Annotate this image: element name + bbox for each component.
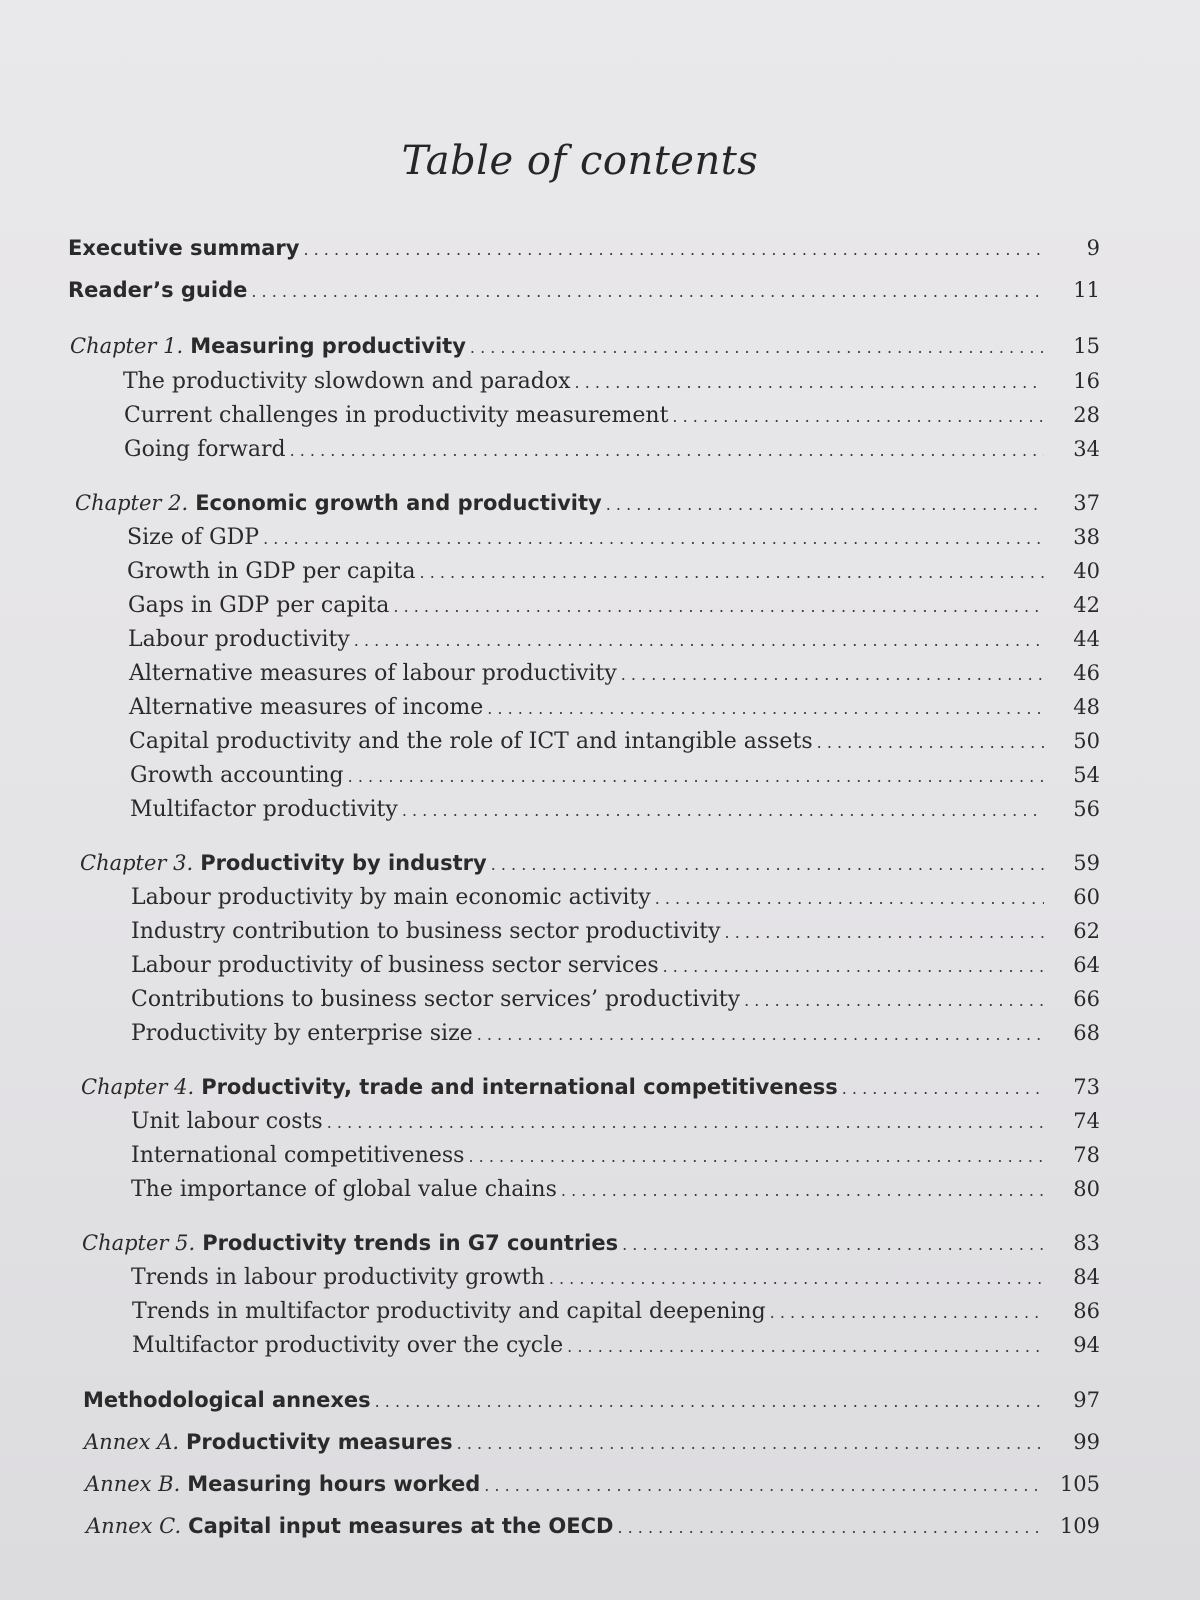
section-label: Growth accounting: [130, 763, 344, 788]
section-label: Capital productivity and the role of ICT and intangible assets: [129, 729, 813, 754]
section-label: The productivity slowdown and paradox: [123, 369, 571, 394]
page-number: 78: [1073, 1143, 1100, 1167]
chapter-title: Economic growth and productivity: [195, 491, 602, 515]
toc-section[interactable]: [127, 520, 1100, 554]
toc-section[interactable]: [131, 1104, 1100, 1138]
section-label: International competitiveness: [131, 1143, 465, 1168]
section-label: Labour productivity by main economic activity: [131, 885, 651, 910]
chapter-title: Measuring productivity: [190, 334, 466, 358]
dot-leader: [561, 1174, 1044, 1208]
dot-leader: [290, 434, 1044, 468]
page-number: 9: [1086, 236, 1100, 260]
section-label: Trends in labour productivity growth: [131, 1265, 545, 1290]
page-number: 11: [1073, 278, 1100, 302]
page-number: 80: [1073, 1177, 1100, 1201]
toc-section[interactable]: [129, 656, 1100, 690]
section-label: Alternative measures of income: [129, 695, 484, 720]
dot-leader: [263, 522, 1044, 556]
annex-prefix: Annex C.: [86, 1514, 182, 1538]
dot-leader: [375, 1385, 1044, 1419]
dot-leader: [487, 692, 1044, 726]
toc-section[interactable]: [131, 1016, 1100, 1050]
toc-chapter-5[interactable]: [82, 1226, 1100, 1260]
dot-leader: [484, 1469, 1044, 1503]
page-number: 97: [1073, 1388, 1100, 1412]
section-label: Productivity by enterprise size: [131, 1021, 473, 1046]
page-number: 34: [1073, 437, 1100, 461]
dot-leader: [251, 275, 1044, 309]
toc-chapter-2[interactable]: [75, 486, 1100, 520]
dot-leader: [303, 233, 1044, 267]
page-number: 84: [1073, 1265, 1100, 1289]
chapter-prefix: Chapter 1.: [70, 334, 184, 358]
dot-leader: [606, 488, 1044, 522]
dot-leader: [817, 726, 1044, 760]
page-number: 73: [1073, 1075, 1100, 1099]
section-label: Alternative measures of labour productivity: [129, 661, 617, 686]
toc-section[interactable]: [131, 1138, 1100, 1172]
chapter-prefix: Chapter 3.: [80, 851, 194, 875]
dot-leader: [470, 331, 1044, 365]
section-label: The importance of global value chains: [131, 1177, 557, 1202]
section-label: Trends in multifactor productivity and capital deepening: [132, 1299, 766, 1324]
page-number: 28: [1073, 403, 1100, 427]
dot-leader: [617, 1511, 1044, 1545]
dot-leader: [567, 1330, 1044, 1364]
section-label: Gaps in GDP per capita: [128, 593, 390, 618]
toc-section[interactable]: [131, 914, 1100, 948]
dot-leader: [468, 1140, 1044, 1174]
toc-entry-label: Reader’s guide: [68, 278, 248, 302]
toc-section[interactable]: [127, 554, 1100, 588]
page-number: 59: [1073, 851, 1100, 875]
annex-title: Capital input measures at the OECD: [188, 1514, 614, 1538]
page-number: 105: [1059, 1472, 1100, 1496]
dot-leader: [549, 1262, 1044, 1296]
page-number: 40: [1073, 559, 1100, 583]
dot-leader: [457, 1427, 1044, 1461]
dot-leader: [575, 366, 1044, 400]
dot-leader: [393, 590, 1044, 624]
toc-entry-label: Executive summary: [68, 236, 300, 260]
toc-section[interactable]: [128, 588, 1100, 622]
section-label: Multifactor productivity over the cycle: [132, 1333, 564, 1358]
toc-entry-methodological-annexes[interactable]: [83, 1383, 1100, 1417]
page-number: 68: [1073, 1021, 1100, 1045]
dot-leader: [402, 794, 1044, 828]
page-number: 44: [1073, 627, 1100, 651]
dot-leader: [491, 848, 1044, 882]
dot-leader: [770, 1296, 1044, 1330]
page-number: 46: [1073, 661, 1100, 685]
toc-section[interactable]: [131, 948, 1100, 982]
toc-entry-readers-guide[interactable]: [68, 273, 1100, 307]
page-number: 16: [1073, 369, 1100, 393]
chapter-title: Productivity, trade and international competitiveness: [201, 1075, 838, 1099]
dot-leader: [477, 1018, 1044, 1052]
page-number: 66: [1073, 987, 1100, 1011]
annex-prefix: Annex A.: [84, 1430, 180, 1454]
toc-annex-c[interactable]: [86, 1509, 1100, 1543]
dot-leader: [348, 760, 1044, 794]
annex-title: Measuring hours worked: [187, 1472, 481, 1496]
dot-leader: [672, 400, 1044, 434]
toc-entry-executive-summary[interactable]: [68, 231, 1100, 265]
toc-section[interactable]: [129, 690, 1100, 724]
toc-chapter-4[interactable]: [81, 1070, 1100, 1104]
section-label: Going forward: [124, 437, 286, 462]
page-number: 56: [1073, 797, 1100, 821]
page-number: 64: [1073, 953, 1100, 977]
toc-section[interactable]: [131, 1172, 1100, 1206]
dot-leader: [725, 916, 1044, 950]
page-number: 74: [1073, 1109, 1100, 1133]
page-number: 83: [1073, 1231, 1100, 1255]
toc-chapter-3[interactable]: [80, 846, 1100, 880]
toc-section[interactable]: [131, 982, 1100, 1016]
chapter-title: Productivity by industry: [200, 851, 487, 875]
page-number: 50: [1073, 729, 1100, 753]
page-title: Table of contents: [401, 138, 759, 184]
annex-prefix: Annex B.: [85, 1472, 181, 1496]
toc-annex-b[interactable]: [85, 1467, 1100, 1501]
dot-leader: [420, 556, 1044, 590]
chapter-title: Productivity trends in G7 countries: [202, 1231, 619, 1255]
dot-leader: [327, 1106, 1044, 1140]
toc-section[interactable]: [131, 880, 1100, 914]
toc-annex-a[interactable]: [84, 1425, 1100, 1459]
page-number: 62: [1073, 919, 1100, 943]
dot-leader: [655, 882, 1044, 916]
section-label: Contributions to business sector services’ productivity: [131, 987, 741, 1012]
toc-chapter-1[interactable]: [70, 329, 1100, 363]
toc-section[interactable]: [129, 724, 1100, 758]
page-number: 54: [1073, 763, 1100, 787]
toc-section[interactable]: [128, 622, 1100, 656]
section-label: Labour productivity: [128, 627, 350, 652]
dot-leader: [842, 1072, 1044, 1106]
page-number: 94: [1073, 1333, 1100, 1357]
dot-leader: [622, 1228, 1044, 1262]
section-label: Industry contribution to business sector productivity: [131, 919, 721, 944]
dot-leader: [663, 950, 1044, 984]
toc-entry-label: Methodological annexes: [83, 1388, 371, 1412]
chapter-prefix: Chapter 4.: [81, 1075, 195, 1099]
annex-title: Productivity measures: [186, 1430, 453, 1454]
chapter-prefix: Chapter 5.: [82, 1231, 196, 1255]
chapter-prefix: Chapter 2.: [75, 491, 189, 515]
toc-section[interactable]: [124, 398, 1100, 432]
page-number: 37: [1073, 491, 1100, 515]
page-number: 60: [1073, 885, 1100, 909]
toc-section[interactable]: [132, 1328, 1100, 1362]
toc-section[interactable]: [130, 792, 1100, 826]
dot-leader: [354, 624, 1044, 658]
dot-leader: [744, 984, 1044, 1018]
section-label: Growth in GDP per capita: [127, 559, 416, 584]
page-number: 48: [1073, 695, 1100, 719]
section-label: Current challenges in productivity measurement: [124, 403, 669, 428]
page-number: 38: [1073, 525, 1100, 549]
toc-section[interactable]: [124, 432, 1100, 466]
toc-section[interactable]: [132, 1294, 1100, 1328]
section-label: Labour productivity of business sector services: [131, 953, 659, 978]
section-label: Unit labour costs: [131, 1109, 323, 1134]
toc-section[interactable]: [131, 1260, 1100, 1294]
page-number: 86: [1073, 1299, 1100, 1323]
page-number: 109: [1059, 1514, 1100, 1538]
page-number: 15: [1073, 334, 1100, 358]
section-label: Multifactor productivity: [130, 797, 398, 822]
page-number: 99: [1073, 1430, 1100, 1454]
dot-leader: [621, 658, 1044, 692]
section-label: Size of GDP: [127, 525, 260, 550]
page-number: 42: [1073, 593, 1100, 617]
toc-section[interactable]: [130, 758, 1100, 792]
toc-section[interactable]: [123, 364, 1100, 398]
